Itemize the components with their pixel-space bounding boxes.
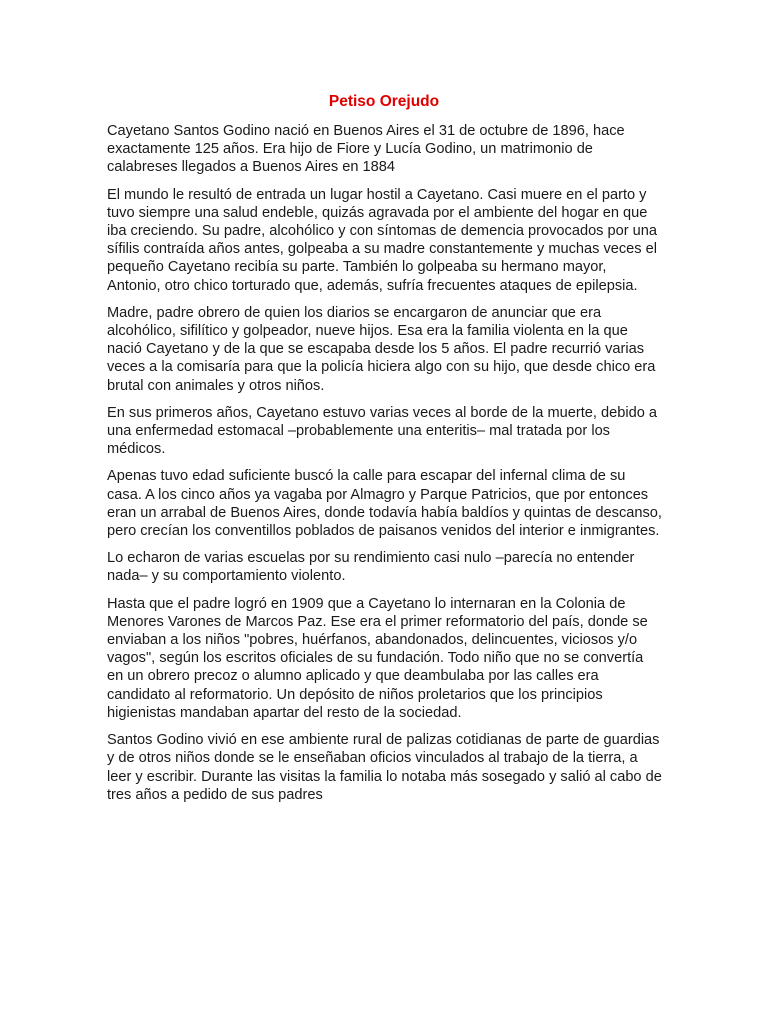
paragraph: Hasta que el padre logró en 1909 que a Cayetano lo internaran en la Colonia de Menores Varones de Marcos Paz. Ese era el primer reformatorio del país, donde se enviaban a los niños "pobres, huérfanos, abandonados, delincuentes, viciosos y/o vagos", según los escritos oficiales de su fundación. Todo niño que no se convertía en un obrero precoz o alumno aplicado y que deambulaba por las calles era candidato al reformatorio. Un depósito de niños proletarios que los principios higienistas mandaban apartar del resto de la sociedad. <box>107 595 648 721</box>
paragraph: En sus primeros años, Cayetano estuvo varias veces al borde de la muerte, debido a una enfermedad estomacal –probablemente una enteritis– mal tratada por los médicos. <box>107 404 658 458</box>
paragraph: Madre, padre obrero de quien los diarios se encargaron de anunciar que era alcohólico, sifilítico y golpeador, nueve hijos. Esa era la familia violenta en la que nació Cayetano y de la que se escapaba desde los 5 años. El padre recurrió varias veces a la comisaría para que la policía hiciera algo con su hijo, que desde chico era brutal con animales y otros niños. <box>107 304 656 394</box>
paragraph: Apenas tuvo edad suficiente buscó la calle para escapar del infernal clima de su casa. A los cinco años ya vagaba por Almagro y Parque Patricios, que por entonces eran un arrabal de Buenos Aires, donde todavía había baldíos y quintas de descanso, pero crecían los conventillos poblados de paisanos venidos del interior e inmigrantes. <box>107 468 662 540</box>
paragraph: Lo echaron de varias escuelas por su rendimiento casi nulo –parecía no entender nada– y su comportamiento violento. <box>107 550 635 585</box>
paragraph: Santos Godino vivió en ese ambiente rural de palizas cotidianas de parte de guardias y de otros niños donde se le enseñaban oficios vinculados al trabajo de la tierra, a leer y escribir. Durante las visitas la familia lo notaba más sosegado y salió al cabo de tres años a pedido de sus padres <box>107 732 662 803</box>
document-title: Petiso Orejudo <box>328 93 440 110</box>
paragraph: Cayetano Santos Godino nació en Buenos Aires el 31 de octubre de 1896, hace exactamente 125 años. Era hijo de Fiore y Lucía Godino, un matrimonio de calabreses llegados a Buenos Aires en 1884 <box>107 123 625 176</box>
document-body <box>107 122 663 813</box>
paragraph: El mundo le resultó de entrada un lugar hostil a Cayetano. Casi muere en el parto y tuvo siempre una salud endeble, quizás agravada por el ambiente del hogar en que iba creciendo. Su padre, alcohólico y con síntomas de demencia provocados por una sífilis contraída años antes, golpeaba a su madre constantemente y muchas veces el pequeño Cayetano recibía su parte. También lo golpeaba su hermano mayor, Antonio, otro chico torturado que, además, sufría frecuentes ataques de epilepsia. <box>107 186 658 294</box>
